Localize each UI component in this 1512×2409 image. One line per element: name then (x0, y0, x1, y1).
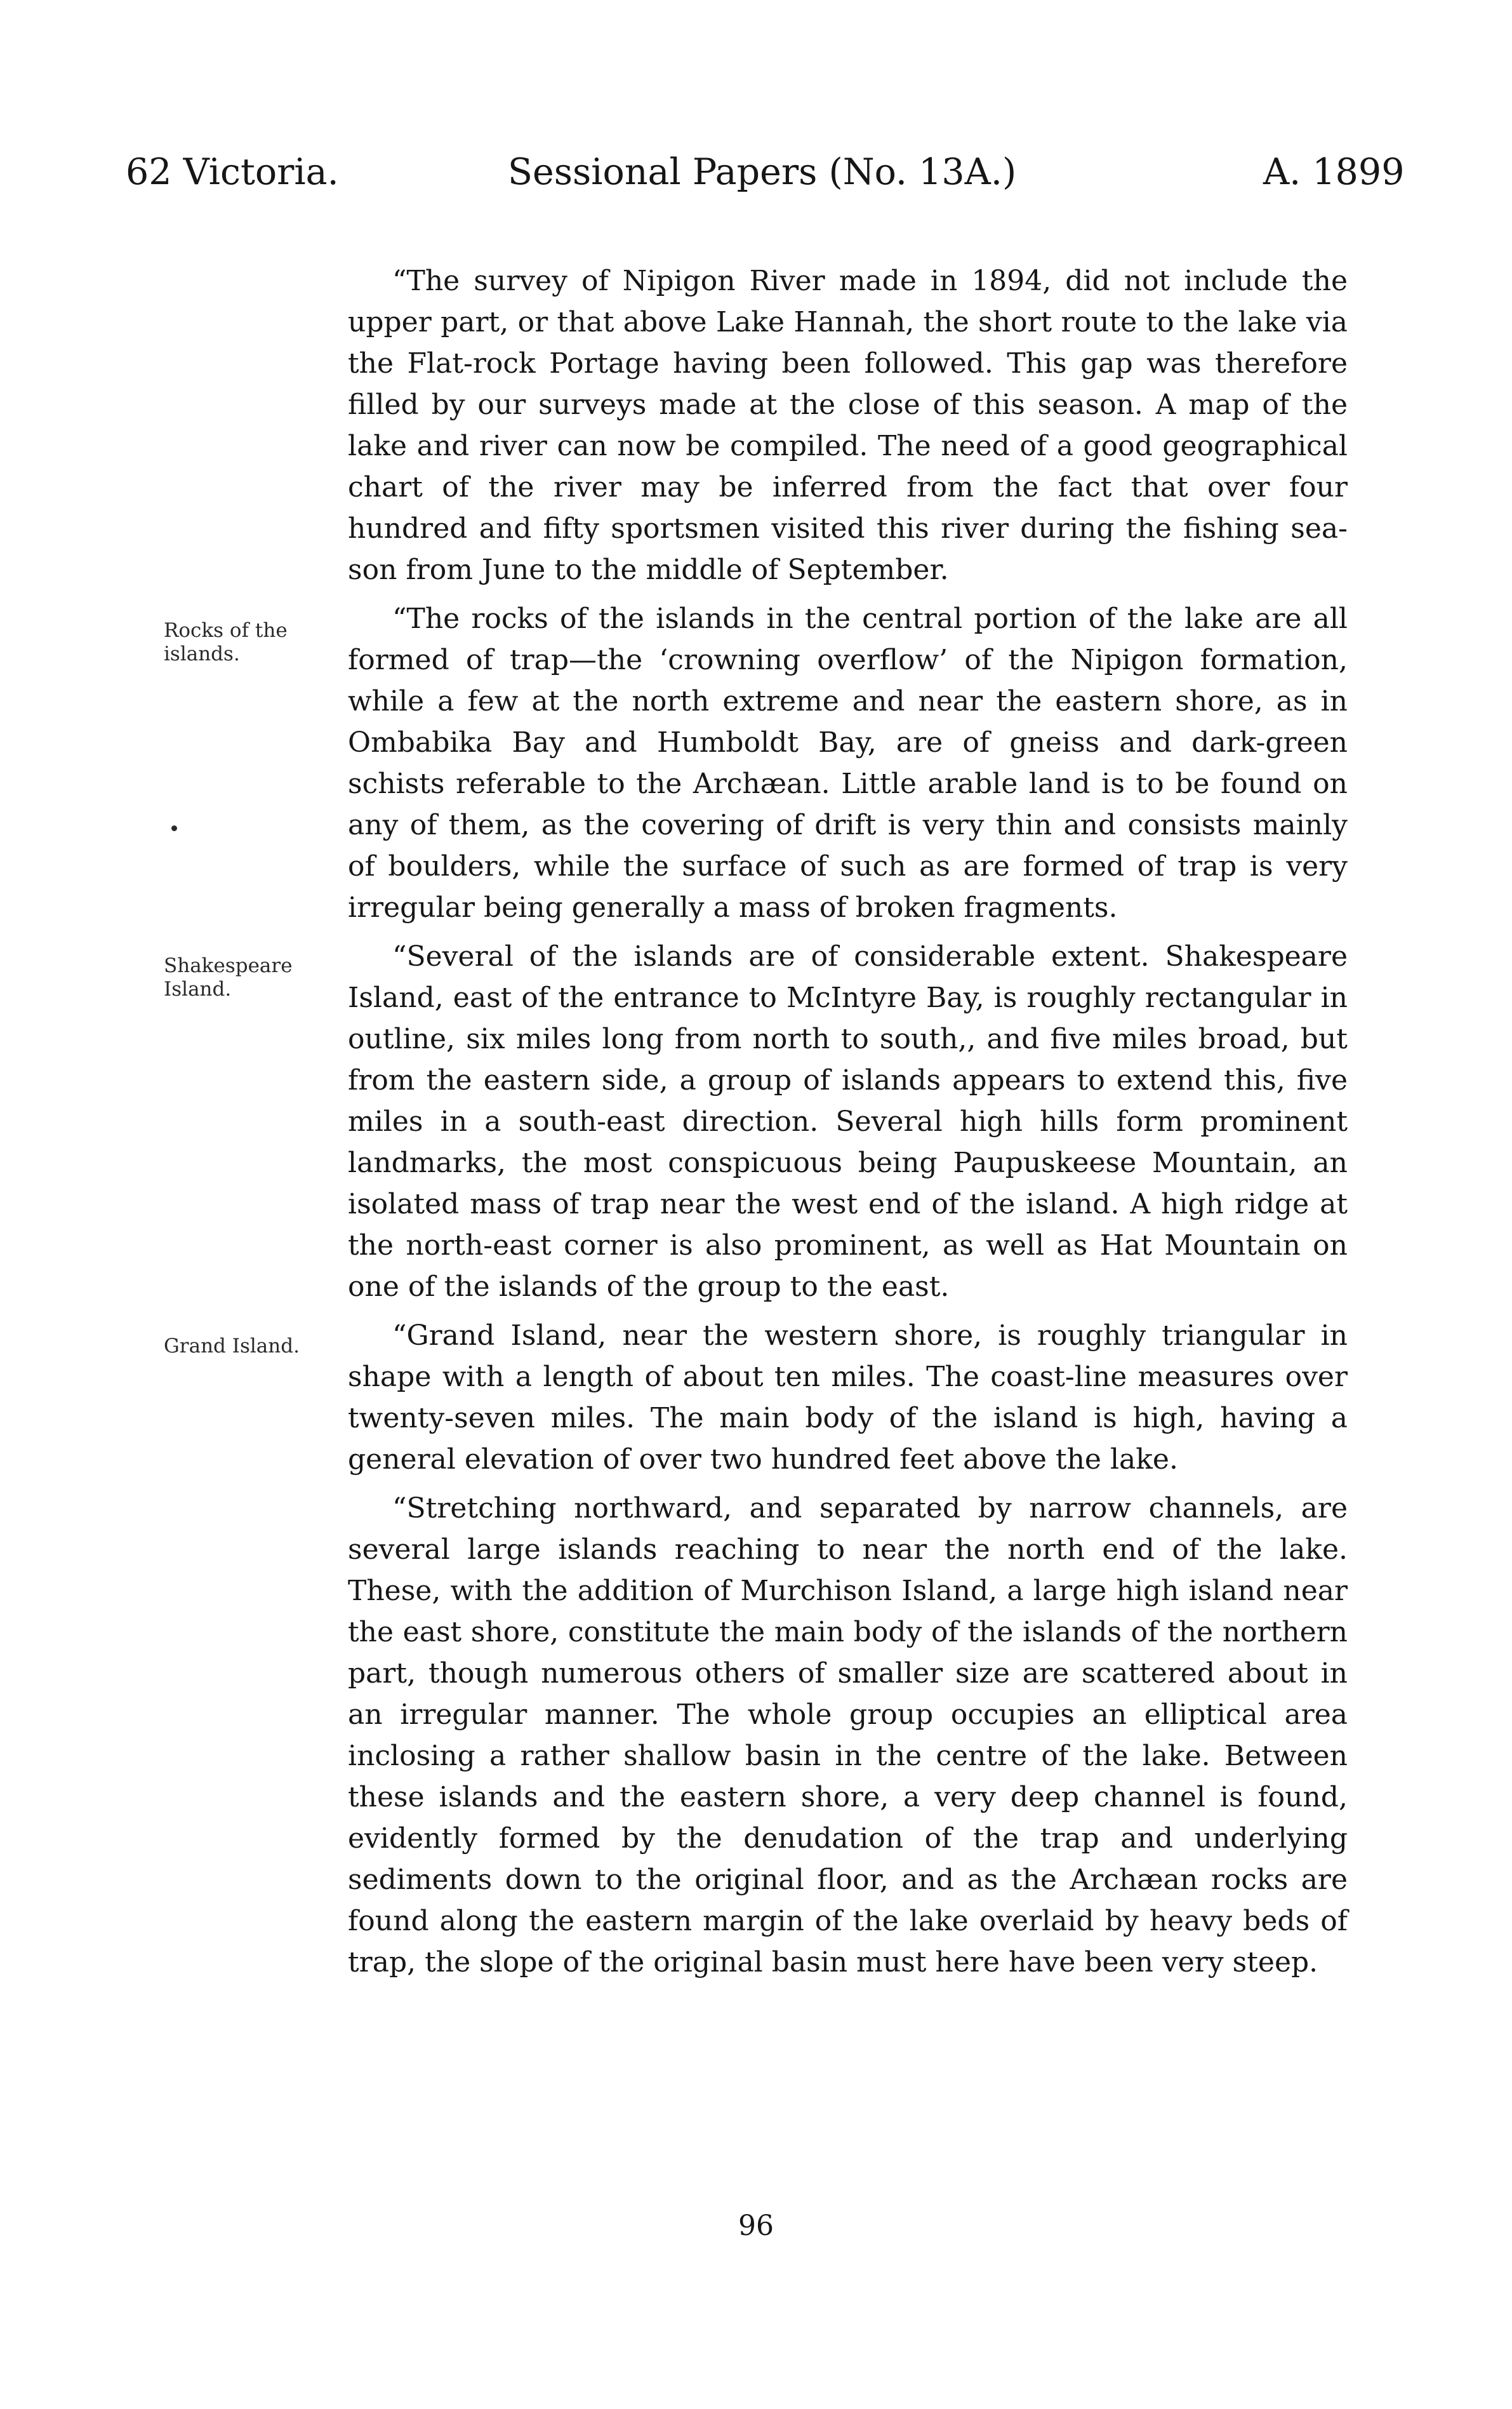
stray-mark (171, 825, 177, 831)
margin-note-shakespeare: Shakespeare Island. (164, 954, 293, 1001)
header-title: Sessional Papers (No. 13A.) (508, 151, 1017, 193)
margin-note-rocks: Rocks of the islands. (164, 619, 288, 665)
paragraph-rocks: “The rocks of the islands in the central portion of the lake are all formed of trap—the ‘crowning overflow’ of the Nipigon formation, while a few at the north extreme and near the eastern shore, as in Ombabika Bay and Humboldt Bay, are of gneiss and dark-green schists referable to the Archæan. Little arable land is to be found on any of them, as the covering of drift is very thin and consists mainly of boulders, while the surface of such as are formed of trap is very irregular being generally a mass of broken fragments. (348, 603, 1348, 924)
paragraph-grand-island: “Grand Island, near the western shore, is roughly triangular in shape with a length of about ten miles. The coast-line measures over twenty-seven miles. The main body of the island is high, having a general elevation of over two hundred feet above the lake. (348, 1319, 1348, 1476)
paragraph-nipigon-survey: “The survey of Nipigon River made in 1894, did not include the upper part, or that above Lake Hannah, the short route to the lake via the Flat-rock Portage having been followed. This gap was therefore filled by our surveys made at the close of this season. A map of the lake and river can now be compiled. The need of a good geographical chart of the river may be inferred from the fact that over four hundred and fifty sportsmen visited this river during the fishing season from June to the middle of September. (348, 265, 1348, 586)
margin-note-grand-island: Grand Island. (164, 1335, 300, 1358)
paragraph-northern-islands: “Stretching northward, and separated by narrow channels, are several large islands reaching to near the north end of the lake. These, with the addition of Murchison Island, a large high island near the east shore, constitute the main body of the islands of the northern part, though numerous others of smaller size are scattered about in an irregular manner. The whole group occupies an elliptical area inclosing a rather shallow basin in the centre of the lake. Between these islands and the eastern shore, a very deep channel is found, evidently formed by the denudation of the trap and underlying sediments down to the original floor, and as the Archæan rocks are found along the eastern margin of the lake overlaid by heavy beds of trap, the slope of the original basin must here have been very steep. (348, 1492, 1348, 1979)
header-session: 62 Victoria. (126, 151, 339, 193)
header-year: A. 1899 (1263, 151, 1405, 193)
body-text (348, 260, 1348, 1991)
paragraph-shakespeare: “Several of the islands are of considerable extent. Shakespeare Island, east of the entrance to McIntyre Bay, is roughly rectangular in outline, six miles long from north to south,, and five miles broad, but from the eastern side, a group of islands appears to extend this, five miles in a south-east direction. Several high hills form prominent landmarks, the most conspicuous being Paupuskeese Mountain, an isolated mass of trap near the west end of the island. A high ridge at the north-east corner is also prominent, as well as Hat Mountain on one of the islands of the group to the east. (348, 940, 1348, 1303)
page-number: 96 (738, 2210, 774, 2242)
running-header (0, 151, 1512, 202)
